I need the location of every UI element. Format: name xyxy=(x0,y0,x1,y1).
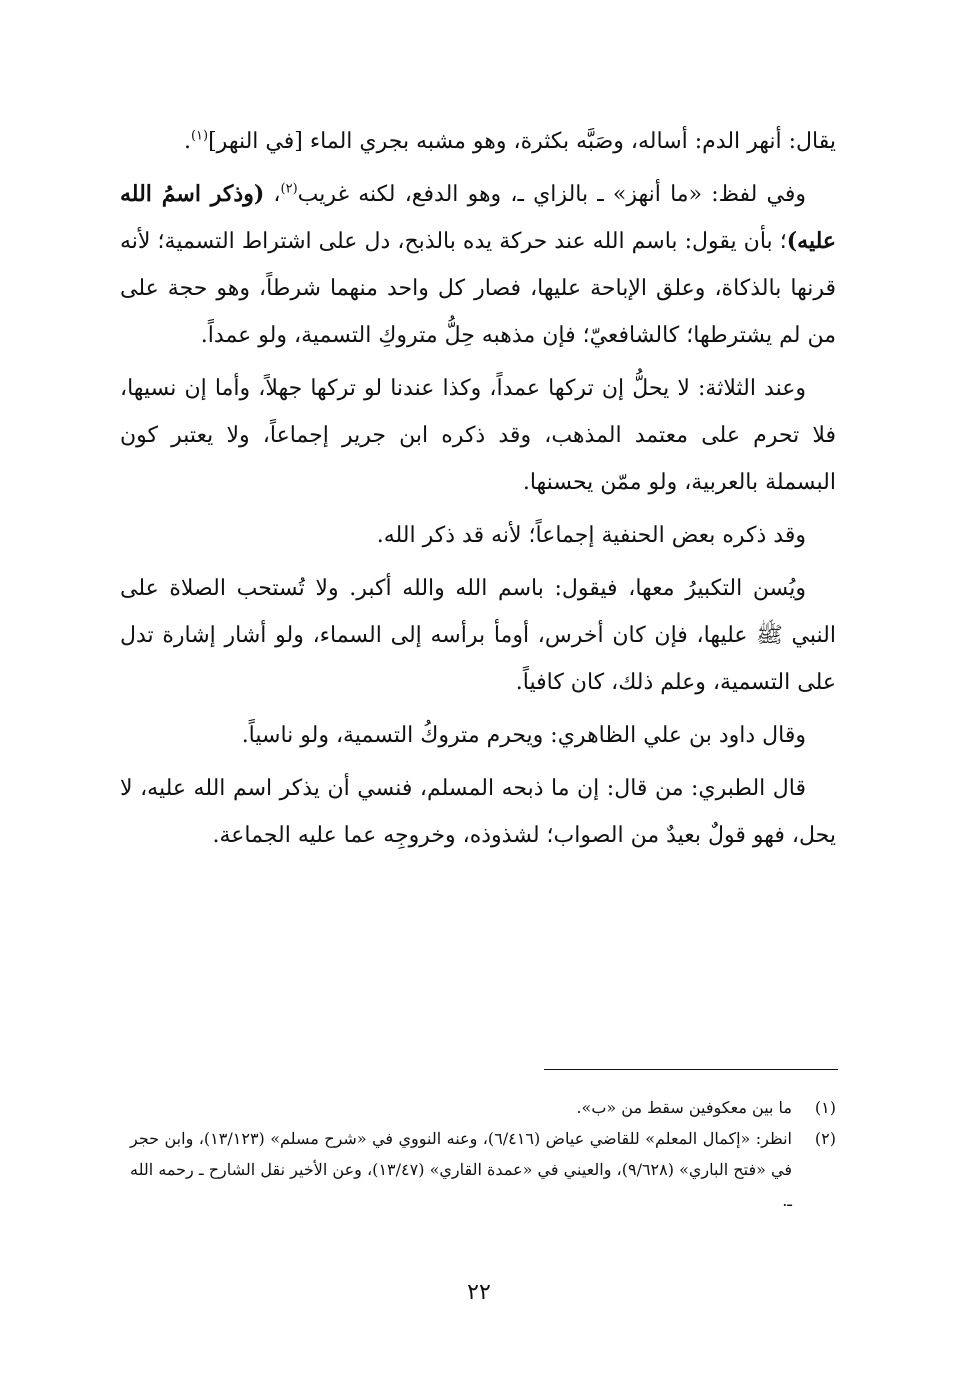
paragraph-1-text: يقال: أنهر الدم: أساله، وصَبَّه بكثرة، وهو مشبه بجري الماء [في النهر] xyxy=(208,129,836,154)
footnote-ref-2: (٢) xyxy=(280,181,298,197)
paragraph-6-text: وقال داود بن علي الظاهري: ويحرم متروكُ التسمية، ولو ناسياً. xyxy=(241,723,806,748)
paragraph-3-text: وعند الثلاثة: لا يحلُّ إن تركها عمداً، وكذا عندنا لو تركها جهلاً، وأما إن نسيها، فلا تحرم على معتمد المذهب، وقد ذكره ابن جرير إجماعاً، ولا يعتبر كون البسملة بالعربية، ولو ممّن يحسنها. xyxy=(120,376,836,495)
footnotes xyxy=(130,1092,836,1216)
paragraph-4-text: وقد ذكره بعض الحنفية إجماعاً؛ لأنه قد ذكر الله. xyxy=(376,523,806,548)
page-number: ٢٢ xyxy=(467,1280,491,1305)
paragraph-2-text-a: وفي لفظ: «ما أنهز» ـ بالزاي ـ، وهو الدفع، لكنه غريب xyxy=(297,182,807,207)
footnote-2-text: انظر: «إكمال المعلم» للقاضي عياض (٦/٤١٦)، وعنه النووي في «شرح مسلم» (١٣/١٢٣)، وابن حجر في «فتح الباري» (٩/٦٢٨)، والعيني في «عمدة القاري» (١٣/٤٧)، وعن الأخير نقل الشارح ـ رحمه الله ـ. xyxy=(130,1129,793,1210)
footnote-separator-line xyxy=(544,1069,838,1070)
paragraph-6 xyxy=(120,712,836,759)
footnote-2-number: (٢) xyxy=(814,1129,836,1148)
paragraph-5 xyxy=(120,565,836,706)
paragraph-1 xyxy=(120,118,836,165)
paragraph-5-text: ويُسن التكبيرُ معها، فيقول: باسم الله والله أكبر. ولا تُستحب الصلاة على النبي ﷺ عليها، فإن كان أخرس، أومأ برأسه إلى السماء، ولو أشار إشارة تدل على التسمية، وعلم ذلك، كان كافياً. xyxy=(120,576,836,695)
paragraph-2-text-b: ؛ بأن يقول: باسم الله عند حركة يده بالذبح، دل على اشتراط التسمية؛ لأنه قرنها بالذكاة، وعلق الإباحة عليها، فصار كل واحد منهما شرطاً، وهو حجة على من لم يشترطها؛ كالشافعيّ؛ فإن مذهبه حِلُّ متروكِ التسمية، ولو عمداً. xyxy=(120,229,836,348)
quoted-matn: (وذكر اسمُ الله عليه) xyxy=(120,181,836,254)
paragraph-2 xyxy=(120,171,836,359)
footnote-1-text: ما بين معكوفين سقط من «ب». xyxy=(576,1098,792,1117)
footnote-1-number: (١) xyxy=(814,1098,836,1117)
main-text xyxy=(120,118,836,865)
paragraph-4 xyxy=(120,512,836,559)
footnote-1 xyxy=(130,1092,836,1123)
paragraph-2-comma: ، xyxy=(264,182,281,207)
paragraph-7 xyxy=(120,765,836,859)
footnote-ref-1: (١) xyxy=(190,128,209,144)
footnote-2 xyxy=(130,1123,836,1216)
paragraph-3 xyxy=(120,365,836,506)
paragraph-7-text: قال الطبري: من قال: إن ما ذبحه المسلم، فنسي أن يذكر اسم الله عليه، لا يحل، فهو قولٌ بعيدٌ من الصواب؛ لشذوذه، وخروجِه عما عليه الجماعة. xyxy=(120,776,836,848)
paragraph-1-end: . xyxy=(183,129,191,154)
